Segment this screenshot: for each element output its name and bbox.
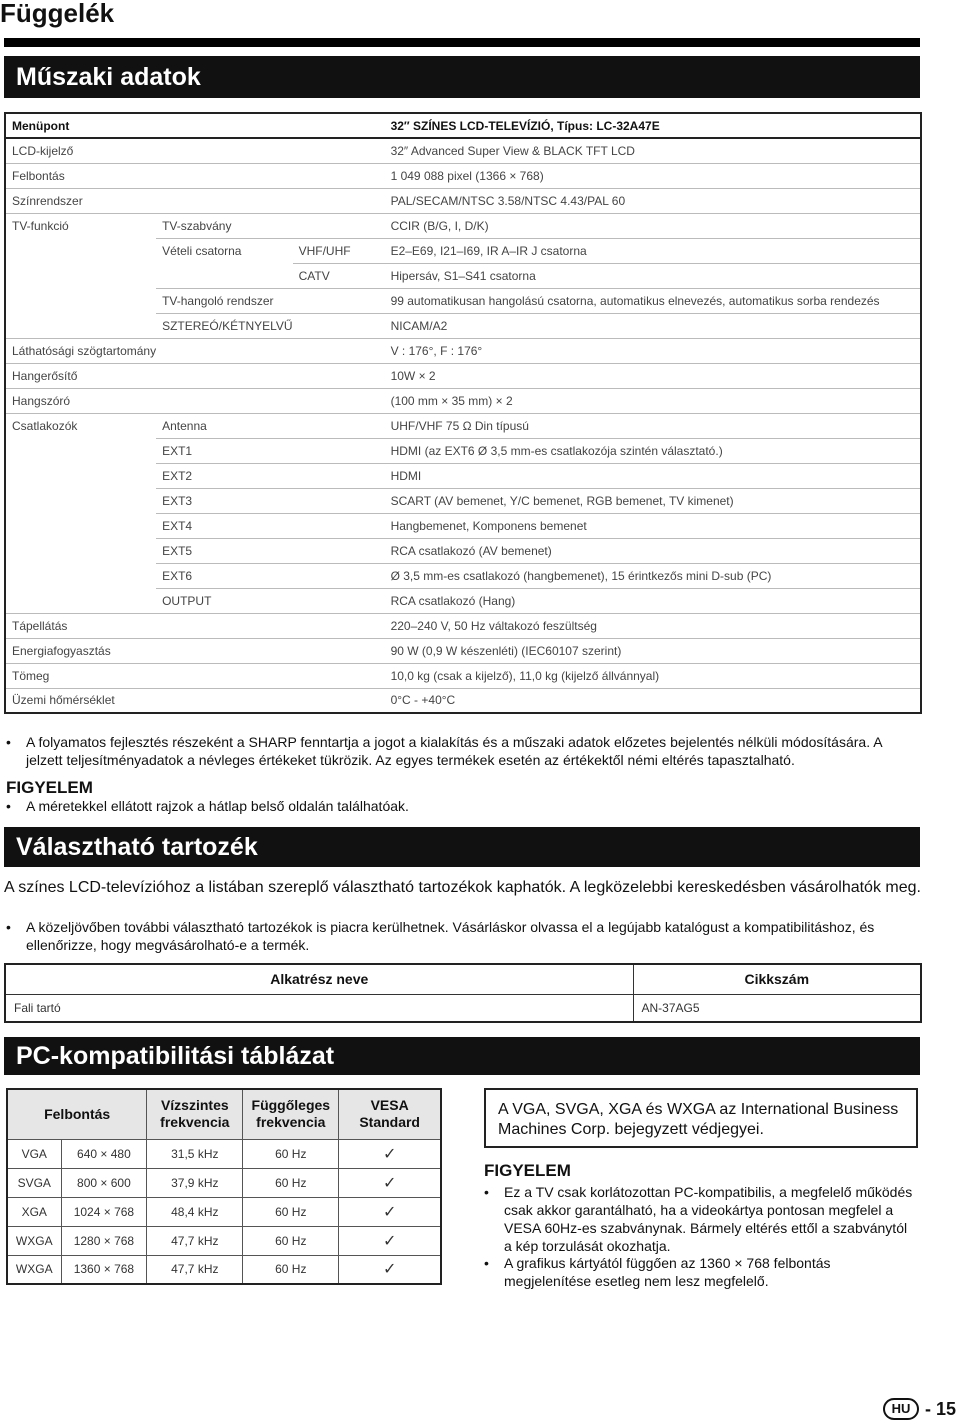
spec-label bbox=[293, 163, 385, 188]
page-title: Függelék bbox=[0, 0, 115, 28]
spec-value: Hipersáv, S1–S41 csatorna bbox=[385, 263, 921, 288]
spec-value: NICAM/A2 bbox=[385, 313, 921, 338]
spec-label: EXT4 bbox=[156, 513, 292, 538]
spec-label bbox=[5, 313, 156, 338]
spec-label: EXT5 bbox=[156, 538, 292, 563]
language-badge: HU bbox=[883, 1398, 919, 1420]
spec-value: 99 automatikusan hangolású csatorna, automatikus elnevezés, automatikus sorba rendezés bbox=[385, 288, 921, 313]
spec-label bbox=[293, 388, 385, 413]
bullet-dot: • bbox=[6, 919, 11, 935]
spec-label bbox=[293, 688, 385, 713]
spec-label bbox=[293, 313, 385, 338]
spec-label: TV-hangoló rendszer bbox=[156, 288, 292, 313]
col-vertical: Függőleges frekvencia bbox=[243, 1089, 339, 1139]
spec-label bbox=[156, 663, 292, 688]
spec-label: TV-szabvány bbox=[156, 213, 292, 238]
spec-label bbox=[156, 338, 292, 363]
spec-label: EXT1 bbox=[156, 438, 292, 463]
spec-value: SCART (AV bemenet, Y/C bemenet, RGB bemenet, TV kimenet) bbox=[385, 488, 921, 513]
spec-label: LCD-kijelző bbox=[5, 138, 156, 163]
spec-label: Színrendszer bbox=[5, 188, 156, 213]
spec-value: E2–E69, I21–I69, IR A–IR J csatorna bbox=[385, 238, 921, 263]
spec-value: CCIR (B/G, I, D/K) bbox=[385, 213, 921, 238]
spec-value: Ø 3,5 mm-es csatlakozó (hangbemenet), 15 érintkezős mini D-sub (PC) bbox=[385, 563, 921, 588]
pc-note-bullet bbox=[484, 1254, 918, 1290]
specs-header-row bbox=[5, 113, 921, 138]
accessory-intro: A színes LCD-televízióhoz a listában szereplő választható tartozékok kaphatók. A legközelebbi kereskedésben vásárolhatók meg. bbox=[4, 879, 921, 896]
spec-row bbox=[5, 363, 921, 388]
spec-row bbox=[5, 288, 921, 313]
pc-row bbox=[7, 1197, 441, 1226]
spec-label bbox=[293, 188, 385, 213]
spec-row bbox=[5, 638, 921, 663]
mode-name: VGA bbox=[7, 1139, 61, 1168]
spec-row bbox=[5, 438, 921, 463]
spec-value: RCA csatlakozó (Hang) bbox=[385, 588, 921, 613]
spec-label bbox=[5, 288, 156, 313]
spec-row bbox=[5, 513, 921, 538]
spec-value: 1 049 088 pixel (1366 × 768) bbox=[385, 163, 921, 188]
spec-row bbox=[5, 613, 921, 638]
pc-note-text: Ez a TV csak korlátozottan PC-kompatibilis, a megfelelő működés csak akkor garantálható, ha a videokártya pontosan megfelel a VESA 60Hz-es szabványnak. Bármely eltérés ettől a szabványtól a kép torzulását okozhatja. bbox=[504, 1184, 913, 1254]
spec-label bbox=[293, 588, 385, 613]
spec-row bbox=[5, 488, 921, 513]
resolution-cell: 1024 × 768 bbox=[61, 1197, 147, 1226]
vesa-check: ✓ bbox=[339, 1226, 441, 1255]
spec-row bbox=[5, 138, 921, 163]
mode-name: WXGA bbox=[7, 1255, 61, 1284]
spec-label: Vételi csatorna bbox=[162, 243, 242, 258]
spec-value: 220–240 V, 50 Hz váltakozó feszültség bbox=[385, 613, 921, 638]
trademark-note: A VGA, SVGA, XGA és WXGA az International Business Machines Corp. bejegyzett védjegyei. bbox=[484, 1088, 918, 1148]
spec-label: VHF/UHF bbox=[293, 238, 385, 263]
spec-label bbox=[293, 288, 385, 313]
vertical-cell: 60 Hz bbox=[243, 1197, 339, 1226]
spec-value: Hangbemenet, Komponens bemenet bbox=[385, 513, 921, 538]
bullet-dot: • bbox=[484, 1184, 489, 1200]
spec-row bbox=[5, 163, 921, 188]
part-name-cell: Fali tartó bbox=[14, 1000, 61, 1015]
spec-label bbox=[293, 638, 385, 663]
header-model: 32″ SZÍNES LCD-TELEVÍZIÓ, Típus: LC-32A47E bbox=[385, 113, 921, 138]
col-resolution: Felbontás bbox=[7, 1089, 147, 1139]
spec-label bbox=[156, 263, 292, 288]
spec-label bbox=[293, 663, 385, 688]
spec-label: Tömeg bbox=[5, 663, 156, 688]
resolution-cell: 1360 × 768 bbox=[61, 1255, 147, 1284]
spec-label bbox=[293, 338, 385, 363]
spec-label bbox=[156, 388, 292, 413]
spec-label: EXT3 bbox=[156, 488, 292, 513]
spec-label bbox=[156, 688, 292, 713]
spec-value: 10,0 kg (csak a kijelző), 11,0 kg (kijelző állvánnyal) bbox=[385, 663, 921, 688]
spec-label bbox=[5, 263, 156, 288]
spec-label: Hangszóró bbox=[5, 388, 156, 413]
pc-note-text: A grafikus kártyától függően az 1360 × 768 felbontás megjelenítése esetleg nem lesz megfelelő. bbox=[504, 1255, 831, 1289]
section-header-specs: Műszaki adatok bbox=[4, 56, 920, 98]
spec-value: V : 176°, F : 176° bbox=[385, 338, 921, 363]
col-part-name: Alkatrész neve bbox=[5, 964, 633, 994]
spec-row bbox=[5, 188, 921, 213]
vesa-check: ✓ bbox=[339, 1168, 441, 1197]
spec-row bbox=[5, 213, 921, 238]
spec-value: RCA csatlakozó (AV bemenet) bbox=[385, 538, 921, 563]
page-footer bbox=[883, 1398, 956, 1420]
spec-row bbox=[5, 663, 921, 688]
spec-label bbox=[293, 563, 385, 588]
spec-value: PAL/SECAM/NTSC 3.58/NTSC 4.43/PAL 60 bbox=[385, 188, 921, 213]
spec-label bbox=[5, 238, 156, 263]
spec-label bbox=[5, 488, 156, 513]
horizontal-cell: 47,7 kHz bbox=[147, 1226, 243, 1255]
horizontal-cell: 37,9 kHz bbox=[147, 1168, 243, 1197]
spec-row bbox=[5, 688, 921, 713]
spec-label: OUTPUT bbox=[156, 588, 292, 613]
spec-value: 90 W (0,9 W készenléti) (IEC60107 szerint) bbox=[385, 638, 921, 663]
spec-row bbox=[5, 388, 921, 413]
bullet-dot: • bbox=[6, 798, 11, 814]
title-rule bbox=[4, 38, 920, 47]
vertical-cell: 60 Hz bbox=[243, 1226, 339, 1255]
pc-row bbox=[7, 1226, 441, 1255]
spec-label: Hangerősítő bbox=[5, 363, 156, 388]
spec-label bbox=[5, 588, 156, 613]
spec-label bbox=[156, 138, 292, 163]
pc-compat-table bbox=[6, 1088, 442, 1285]
spec-label: Csatlakozók bbox=[12, 418, 78, 433]
spec-row bbox=[5, 588, 921, 613]
spec-value: 0°C - +40°C bbox=[390, 693, 456, 708]
vertical-cell: 60 Hz bbox=[243, 1168, 339, 1197]
spec-label: SZTEREÓ/KÉTNYELVŰ bbox=[156, 313, 292, 338]
page-number: - 15 bbox=[924, 1398, 956, 1419]
spec-label: Antenna bbox=[156, 413, 292, 438]
pc-row bbox=[7, 1139, 441, 1168]
mode-name: WXGA bbox=[7, 1226, 61, 1255]
spec-row bbox=[5, 263, 921, 288]
spec-value: 10W × 2 bbox=[385, 363, 921, 388]
spec-label bbox=[293, 363, 385, 388]
mode-name: XGA bbox=[7, 1197, 61, 1226]
section-header-pc: PC-kompatibilitási táblázat bbox=[4, 1037, 920, 1075]
spec-label: EXT6 bbox=[156, 563, 292, 588]
horizontal-cell: 47,7 kHz bbox=[147, 1255, 243, 1284]
spec-label bbox=[293, 138, 385, 163]
spec-row bbox=[5, 238, 921, 263]
figyelem-heading: FIGYELEM bbox=[484, 1161, 571, 1180]
spec-label bbox=[293, 438, 385, 463]
resolution-cell: 640 × 480 bbox=[61, 1139, 147, 1168]
spec-label: Tápellátás bbox=[5, 613, 156, 638]
spec-value: HDMI (az EXT6 Ø 3,5 mm-es csatlakozója szintén választató.) bbox=[385, 438, 921, 463]
accessory-bullet bbox=[6, 918, 918, 954]
note-text: A folyamatos fejlesztés részeként a SHARP fenntartja a jogot a kialakítás és a műszaki adatok előzetes bejelentés nélküli módosítására. A jelzett teljesítményadatok a névleges értékeket tükrözik. Az egyes termékek esetén az értékektől némi eltérés tapasztalható. bbox=[26, 734, 882, 768]
vesa-check: ✓ bbox=[339, 1255, 441, 1284]
resolution-cell: 1280 × 768 bbox=[61, 1226, 147, 1255]
note-text: A méretekkel ellátott rajzok a hátlap belső oldalán találhatóak. bbox=[26, 798, 409, 814]
spec-row bbox=[5, 413, 921, 438]
pc-row bbox=[7, 1255, 441, 1284]
vertical-cell: 60 Hz bbox=[243, 1139, 339, 1168]
part-code-cell: AN-37AG5 bbox=[633, 994, 921, 1022]
note-bullet bbox=[6, 733, 918, 769]
spec-value: HDMI bbox=[385, 463, 921, 488]
spec-label bbox=[293, 538, 385, 563]
spec-label bbox=[5, 563, 156, 588]
pc-row bbox=[7, 1168, 441, 1197]
spec-row bbox=[5, 313, 921, 338]
accessory-table bbox=[4, 963, 922, 1023]
spec-value: (100 mm × 35 mm) × 2 bbox=[385, 388, 921, 413]
spec-row bbox=[5, 538, 921, 563]
spec-label bbox=[5, 438, 156, 463]
mode-name: SVGA bbox=[7, 1168, 61, 1197]
spec-label bbox=[156, 613, 292, 638]
spec-label bbox=[156, 188, 292, 213]
horizontal-cell: 31,5 kHz bbox=[147, 1139, 243, 1168]
accessory-bullet-text: A közeljövőben további választható tartozékok is piacra kerülhetnek. Vásárláskor olvassa el a legújabb katalógust a kompatibilitáshoz, és ellenőrizze, hogy megvásárolható-e a termék. bbox=[26, 919, 875, 953]
section-header-accessory: Választható tartozék bbox=[4, 827, 920, 867]
horizontal-cell: 48,4 kHz bbox=[147, 1197, 243, 1226]
spec-label: CATV bbox=[293, 263, 385, 288]
vertical-cell: 60 Hz bbox=[243, 1255, 339, 1284]
pc-note-bullet bbox=[484, 1183, 918, 1255]
spec-label bbox=[293, 488, 385, 513]
spec-label bbox=[293, 613, 385, 638]
vesa-check: ✓ bbox=[339, 1139, 441, 1168]
spec-label bbox=[5, 513, 156, 538]
spec-row bbox=[5, 563, 921, 588]
spec-value: UHF/VHF 75 Ω Din típusú bbox=[385, 413, 921, 438]
col-part-code: Cikkszám bbox=[633, 964, 921, 994]
col-vesa: VESA Standard bbox=[339, 1089, 441, 1139]
spec-label bbox=[293, 413, 385, 438]
spec-label: Felbontás bbox=[5, 163, 156, 188]
spec-label bbox=[293, 213, 385, 238]
spec-label bbox=[156, 363, 292, 388]
col-horizontal: Vízszintes frekvencia bbox=[147, 1089, 243, 1139]
spec-label bbox=[293, 513, 385, 538]
note-bullet bbox=[6, 797, 918, 815]
spec-label: Láthatósági szögtartomány bbox=[5, 338, 156, 363]
bullet-dot: • bbox=[6, 734, 11, 750]
resolution-cell: 800 × 600 bbox=[61, 1168, 147, 1197]
figyelem-heading: FIGYELEM bbox=[6, 778, 93, 797]
spec-label bbox=[5, 538, 156, 563]
bullet-dot: • bbox=[484, 1255, 489, 1271]
spec-value: 32″ Advanced Super View & BLACK TFT LCD bbox=[385, 138, 921, 163]
spec-label: Üzemi hőmérséklet bbox=[12, 693, 115, 708]
spec-label bbox=[156, 163, 292, 188]
spec-label: Energiafogyasztás bbox=[5, 638, 156, 663]
spec-row bbox=[5, 463, 921, 488]
spec-label: TV-funkció bbox=[12, 218, 69, 233]
spec-row bbox=[5, 338, 921, 363]
spec-label bbox=[5, 463, 156, 488]
spec-label bbox=[293, 463, 385, 488]
spec-label: EXT2 bbox=[156, 463, 292, 488]
spec-label bbox=[156, 638, 292, 663]
header-item: Menüpont bbox=[5, 113, 156, 138]
vesa-check: ✓ bbox=[339, 1197, 441, 1226]
specs-table bbox=[4, 112, 922, 714]
